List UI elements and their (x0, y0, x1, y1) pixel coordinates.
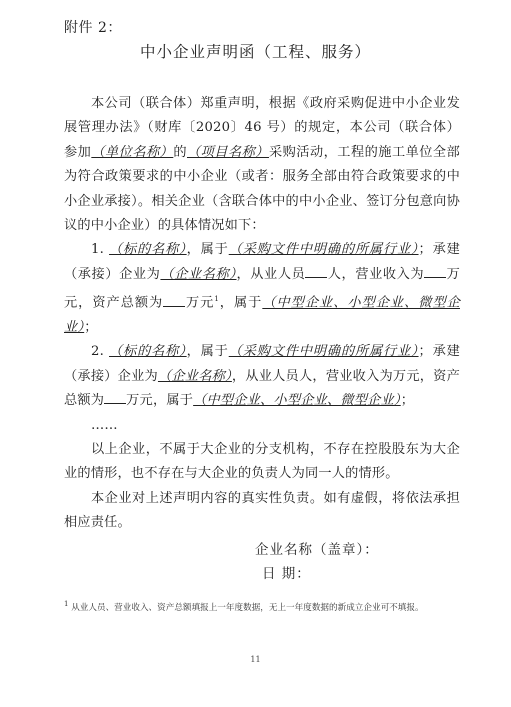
enterprise-scale-field: （中型企业、小型企业、微型企业） (193, 393, 401, 409)
contractor-text: ；承建（承接）企业为 (64, 344, 460, 384)
footnote (64, 597, 456, 616)
independence-paragraph: 以上企业，不属于大企业的分支机构，不存在控股股东为大企业的情形，也不存在与大企业的负责人为同一人的情形。 (64, 442, 460, 482)
staff-text: ，从业人员 (236, 266, 306, 282)
footnote-text: 从业人员、营业收入、资产总额填报上一年度数据，无上一年度数据的新成立企业可不填报。 (71, 602, 424, 613)
enterprise-item-1 (64, 238, 460, 340)
item-number: 1. (91, 242, 104, 258)
assets-blank (163, 294, 185, 307)
staff-blank (305, 265, 327, 278)
industry-field: （采购文件中明确的所属行业） (228, 242, 419, 258)
company-name-field: （企业名称） (160, 266, 237, 282)
target-name-field: （标的名称） (109, 242, 187, 258)
revenue-unit-text: 万元，资产总额为 (64, 266, 460, 311)
responsibility-paragraph: 本企业对上述声明内容的真实性负责。如有虚假，将依法承担相应责任。 (64, 490, 460, 531)
assets-unit-text: 万元 (185, 295, 215, 311)
ellipsis: …… (91, 417, 118, 433)
staff-unit-text: 人，营业收入为 (327, 266, 425, 282)
assets-unit-text: 万元，属于 (126, 393, 194, 409)
contractor-text: ；承建（承接）企业为 (64, 242, 460, 282)
company-seal-label: 企业名称（盖章）： (255, 542, 379, 558)
target-name-field: （标的名称） (109, 344, 187, 360)
declaration-of: 的 (173, 144, 187, 160)
belongs2-text: ，属于 (219, 295, 263, 311)
footnote-mark: 1 (64, 600, 69, 608)
company-name-field: （企业名称） (157, 368, 232, 384)
annex-label: 附件 2： (64, 20, 122, 36)
industry-field: （采购文件中明确的所属行业） (228, 344, 419, 360)
page-number: 11 (250, 655, 261, 664)
belongs-text: ，属于 (186, 344, 229, 360)
document-title: 中小企业声明函（工程、服务） (139, 43, 371, 61)
mid-text: ，从业人员人，营业收入为万元，资产总额为 (64, 368, 460, 409)
assets-blank (104, 391, 126, 404)
declaration-text-b: 采购活动，工程的施工单位全部为符合政策要求的中小企业（或者：服务全部由符合政策要求的中小企业承接）。相关企业（含联合体中的中小企业、签订分包意向协议的中小企业）的具体情况如下： (64, 144, 460, 234)
item-end: ； (84, 320, 98, 336)
enterprise-item-2 (64, 340, 460, 413)
item-end: ； (400, 393, 415, 409)
project-name-field: （项目名称） (186, 144, 269, 160)
declaration-paragraph (64, 92, 460, 238)
belongs-text: ，属于 (186, 242, 229, 258)
enterprise-scale-field: （中型企业、小型企业、微型企业） (64, 295, 460, 336)
date-label: 日 期： (262, 566, 311, 582)
declaration-text-a: 本公司（联合体）郑重声明，根据《政府采购促进中小企业发展管理办法》（财库〔2020〕46 号）的规定，本公司（联合体）参加 (64, 96, 460, 160)
footnote-reference: 1 (214, 295, 220, 304)
revenue-blank (424, 265, 446, 278)
unit-name-field: （单位名称） (91, 144, 174, 160)
item-number: 2. (91, 344, 104, 360)
document-body (64, 92, 460, 536)
